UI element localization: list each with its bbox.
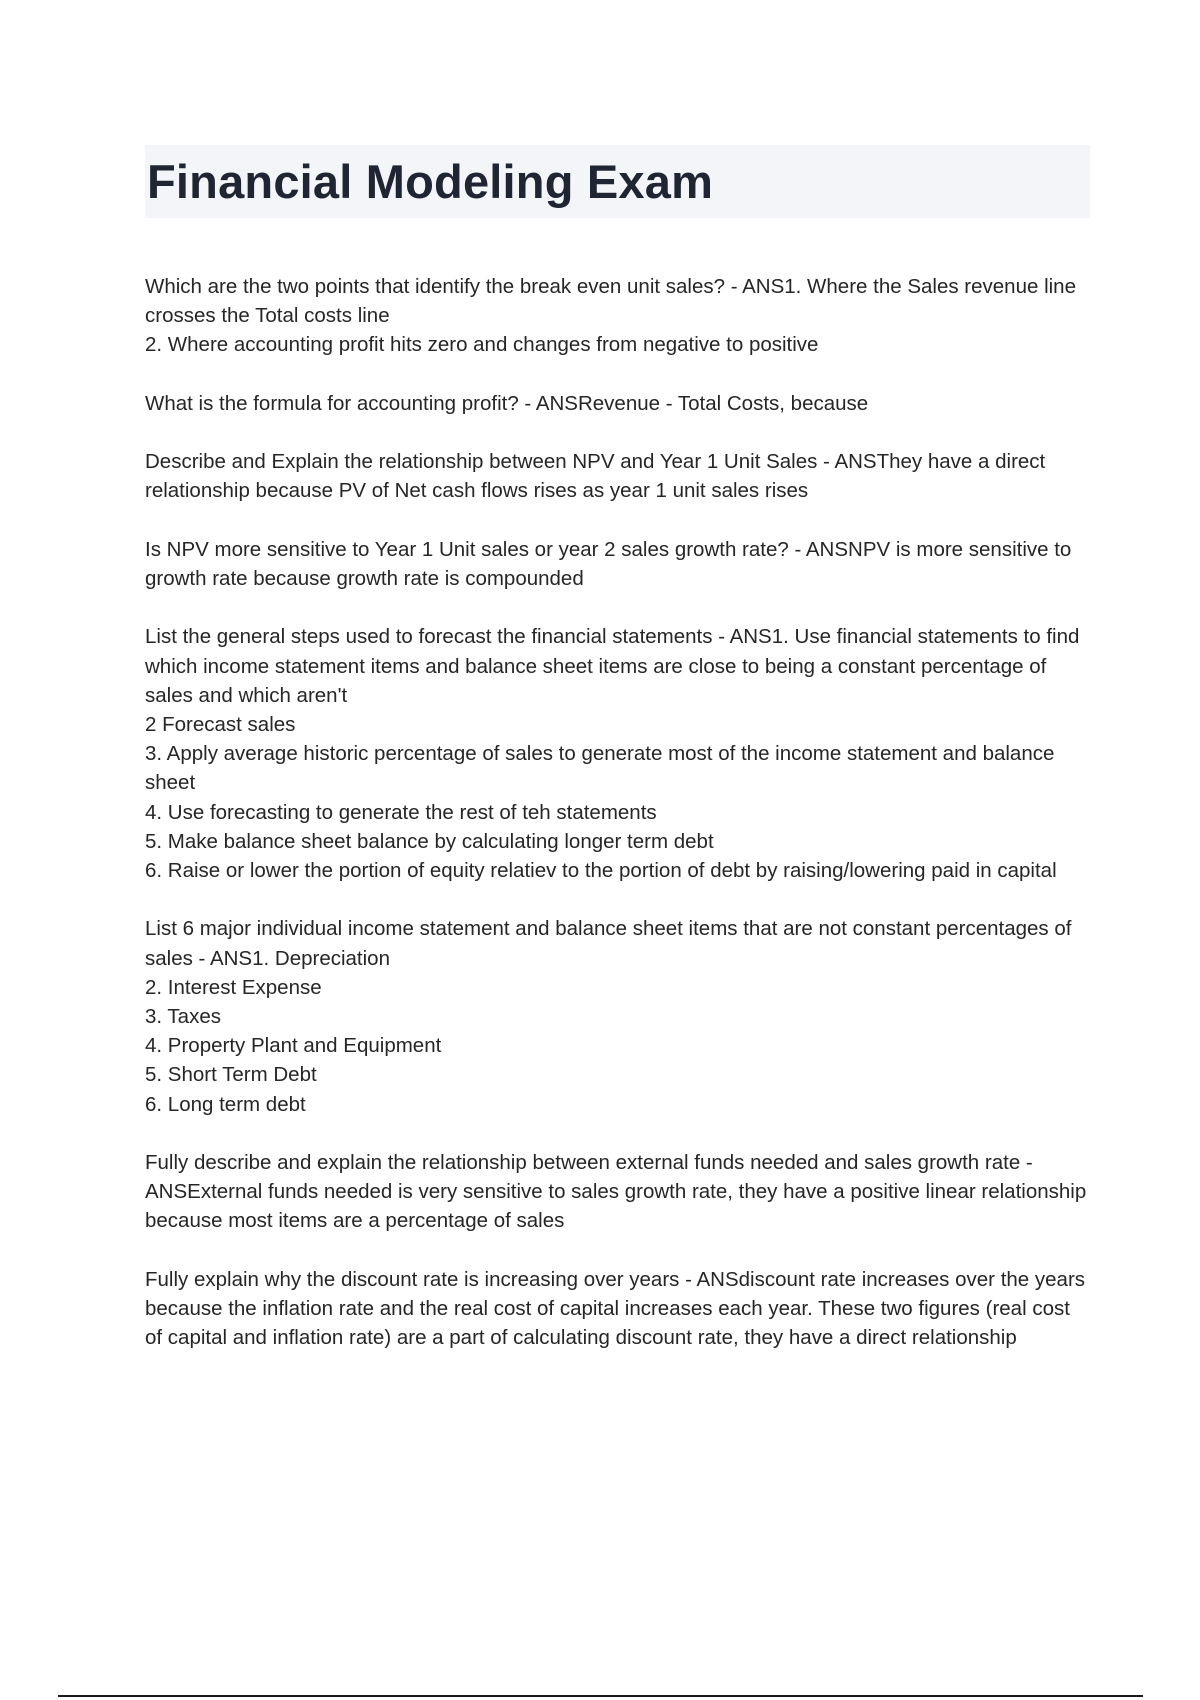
qa-item-8: Fully explain why the discount rate is increasing over years - ANSdiscount rate increases over the years because the inflation rate and the real cost of capital increases each year. These two figures (real cost of capital and inflation rate) are a part of calculating discount rate, they have a direct relationship — [145, 1267, 1086, 1350]
qa-item-6: List 6 major individual income statement and balance sheet items that are not constant percentages of sales - ANS1. Depreciation 2. Interest Expense 3. Taxes 4. Property Plant and Equipment 5. Short Term Debt 6. Long term debt — [145, 917, 1072, 1116]
title-banner — [145, 145, 1090, 218]
qa-item-3: Describe and Explain the relationship between NPV and Year 1 Unit Sales - ANSThey have a direct relationship because PV of Net cash flows rises as year 1 unit sales rises — [145, 450, 1046, 503]
page-title: Financial Modeling Exam — [147, 155, 714, 208]
qa-item-2: What is the formula for accounting profit? - ANSRevenue - Total Costs, because — [145, 391, 869, 415]
qa-item-1: Which are the two points that identify the break even unit sales? - ANS1. Where the Sales revenue line crosses the Total costs line 2. Where accounting profit hits zero and changes from negative to positive — [145, 275, 1076, 357]
qa-list — [145, 272, 1090, 1382]
footer-divider — [58, 1695, 1143, 1697]
qa-item-4: Is NPV more sensitive to Year 1 Unit sales or year 2 sales growth rate? - ANSNPV is more sensitive to growth rate because growth rate is compounded — [145, 537, 1072, 590]
qa-item-5: List the general steps used to forecast the financial statements - ANS1. Use financial statements to find which income statement items and balance sheet items are close to being a constant percentage of sales and which aren't 2 Forecast sales 3. Apply average historic percentage of sales to generate most of the income statement and balance sheet 4. Use forecasting to generate the rest of teh statements 5. Make balance sheet balance by calculating longer term debt 6. Raise or lower the portion of equity relatiev to the portion of debt by raising/lowering paid in capital — [145, 625, 1080, 882]
qa-item-7: Fully describe and explain the relationship between external funds needed and sales growth rate - ANSExternal funds needed is very sensitive to sales growth rate, they have a positive linear relationship because most items are a percentage of sales — [145, 1151, 1087, 1233]
